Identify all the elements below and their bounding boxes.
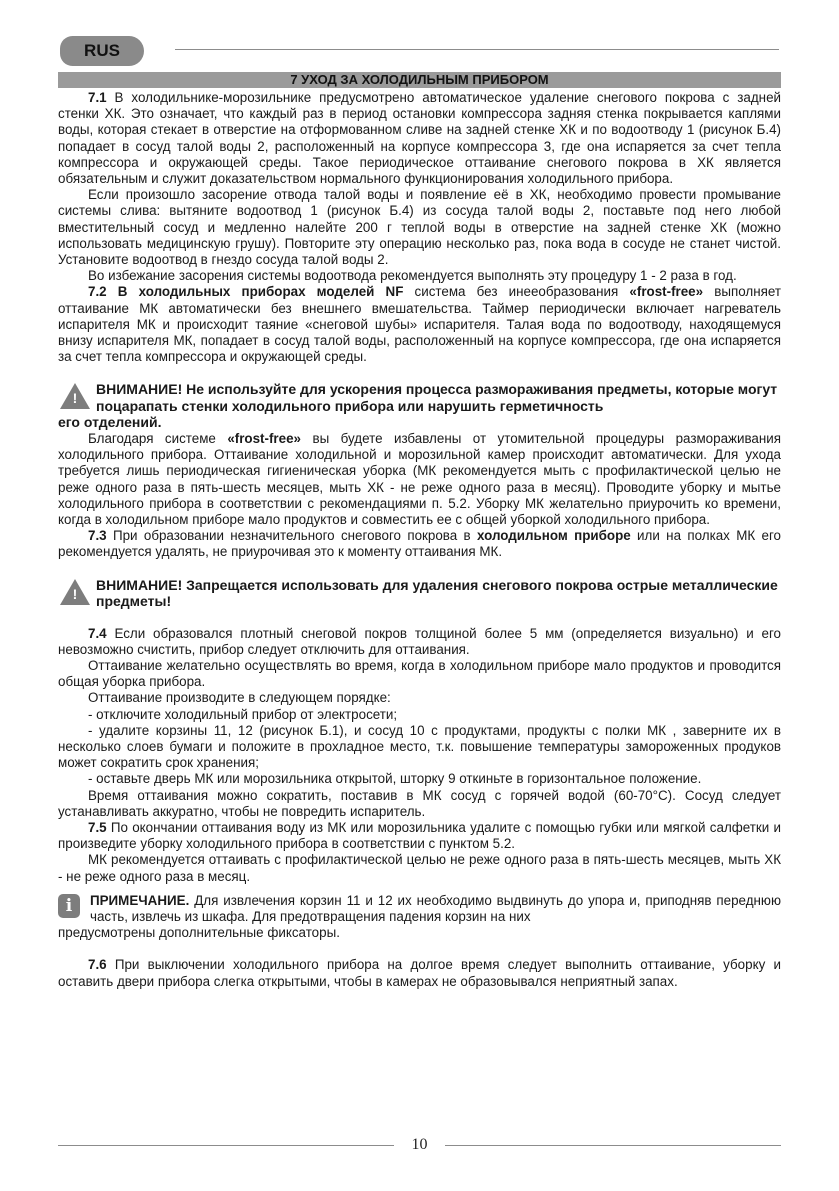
- note-label: ПРИМЕЧАНИЕ.: [90, 892, 190, 908]
- warning-text: ВНИМАНИЕ! Не используйте для ускорения процесса размораживания предметы, которые могут поцарапать стенки холодильного прибора или нарушить герметичность: [96, 381, 778, 414]
- header-rule: [175, 49, 779, 50]
- paragraph-text: Если образовался плотный снеговой покров толщиной более 5 мм (определяется визуально) и его невозможно счистить, прибор следует отключить для оттаивания.: [58, 625, 781, 657]
- footer-rule-right: [445, 1145, 781, 1146]
- paragraph-defrost-time: Время оттаивания можно сократить, поставив в МК сосуд с горячей водой (60-70°С). Сосуд следует устанавливать аккуратно, чтобы не повредить испаритель.: [58, 787, 781, 819]
- clause-number: 7.1: [88, 90, 107, 105]
- exclamation-mark: !: [72, 585, 78, 602]
- clause-lead: 7.2 В холодильных приборах моделей NF: [88, 284, 404, 300]
- warning-text-tail: его отделений.: [58, 414, 162, 431]
- paragraph-7-4: [58, 626, 781, 658]
- clause-number: 7.5: [88, 820, 107, 836]
- list-item-open-door: - оставьте дверь МК или морозильника открытой, шторку 9 откиньте в горизонтальное положение.: [88, 771, 702, 787]
- paragraph-7-5: [58, 820, 781, 852]
- paragraph-text: выполняет оттаивание МК автоматически без внешнего вмешательства. Таймер периодически включает нагреватель испарителя МК и происходит таяние «снеговой шубы» испарителя. Талая вода по водоотводу, находящемуся внизу испарителя МК, попадает в сосуд талой воды, расположенный на корпусе компрессора, где она испаряется за счет тепла компрессора и окружающей среды.: [58, 284, 781, 365]
- bold-term: холодильном приборе: [477, 528, 631, 544]
- paragraph-defrost-timing: Оттаивание желательно осуществлять во время, когда в холодильном приборе мало продуктов и проводится общая уборка прибора.: [58, 657, 781, 690]
- paragraph-7-1: [58, 90, 781, 187]
- paragraph-7-2: [58, 284, 781, 365]
- frost-free-term: «frost-free»: [629, 284, 704, 300]
- paragraph-text: или на полках МК его рекомендуется удалять, не приурочивая это к моменту оттаивания МК.: [58, 528, 782, 560]
- warning-block-1: [58, 381, 781, 431]
- paragraph-text: При образовании незначительного снегового покрова в: [106, 528, 478, 544]
- paragraph-frost-free: [58, 431, 781, 528]
- section-title: 7 УХОД ЗА ХОЛОДИЛЬНЫМ ПРИБОРОМ: [58, 72, 781, 88]
- paragraph-frequency: Во избежание засорения системы водоотвода рекомендуется выполнять эту процедуру 1 - 2 раза в год.: [88, 268, 737, 284]
- paragraph-drain-flush: Если произошло засорение отвода талой воды и появление её в ХК, необходимо провести промывание системы слива: вытяните водоотвод 1 (рисунок Б.4) из сосуда талой воды 2, поставьте под него любой вместительный сосуд и медленно налейте 200 г теплой воды в отверстие на задней стенке ХК (можно использовать медицинскую грушу). Повторите эту операцию несколько раз, пока вода в сосуде не станет чистой. Установите водоотвод в гнездо сосуда талой воды 2.: [58, 187, 781, 268]
- note-block: [58, 893, 781, 942]
- list-item-remove-baskets: - удалите корзины 11, 12 (рисунок Б.1), и сосуд 10 с продуктами, продукты с полки МК , заверните их в несколько слоев бумаги и положите в прохладное место, т.к. повышение температуры замороженных продуков может сократить срок хранения;: [58, 722, 781, 771]
- paragraph-text: вы будете избавлены от утомительной процедуры размораживания холодильного прибора. Оттаивание холодильной и морозильной камер происходит автоматически. Для ухода требуется лишь периодическая гигиеническая уборка (МК рекомендуется мыть с профилактической целью не реже одного раза в пять-шесть месяцев, мыть ХК - не реже одного раза в месяц). Проводите уборку и мытье холодильного прибора в соответствии с рекомендациями п. 5.2. Уборку МК желательно приурочить ко времени, когда в холодильном приборе мало продуктов и совместить ее с общей уборкой холодильного прибора.: [58, 430, 781, 527]
- paragraph-text: По окончании оттаивания воду из МК или морозильника удалите с помощью губки или мягкой салфетки и произведите уборку холодильного прибора в соответствии с пунктом 5.2.: [58, 820, 781, 852]
- clause-number: 7.3: [88, 528, 107, 544]
- paragraph-defrost-frequency: МК рекомендуется оттаивать с профилактической целью не реже одного раза в пять-шесть месяцев, мыть ХК - не реже одного раза в месяц.: [58, 852, 781, 884]
- note-text: Для извлечения корзин 11 и 12 их необходимо выдвинуть до упора и, приподняв переднюю часть, извлечь из шкафа. Для предотвращения падения корзин на них: [90, 892, 781, 925]
- language-badge: RUS: [60, 36, 144, 66]
- list-item-unplug: - отключите холодильный прибор от электросети;: [88, 706, 398, 722]
- clause-number: 7.6: [88, 957, 107, 973]
- paragraph-7-6: [58, 957, 781, 989]
- exclamation-mark: !: [72, 390, 78, 407]
- page-number: 10: [411, 1136, 428, 1153]
- info-icon: i: [58, 894, 80, 918]
- clause-number: 7.4: [88, 625, 107, 641]
- paragraph-text: система без инееобразования: [403, 284, 630, 300]
- paragraph-7-3: [58, 528, 781, 560]
- document-body: [58, 90, 781, 990]
- paragraph-text: В холодильнике-морозильнике предусмотрено автоматическое удаление снегового покрова с задней стенки ХК. Это означает, что каждый раз в период остановки компрессора задняя стенка покрывается каплями воды, которая стекает в отверстие на отформованном сливе на задней стенке ХК и по водоотводу 1 (рисунок Б.4) попадает в сосуд талой воды 2, расположенный на корпусе компрессора 3, где она испаряется за счет тепла компрессора и окружающей среды. Такое периодическое оттаивание снегового покрова в ХК является обязательным и служит доказательством нормального функционирования холодильного прибора.: [58, 90, 781, 187]
- frost-free-term: «frost-free»: [227, 430, 301, 446]
- warning-text: ВНИМАНИЕ! Запрещается использовать для удаления снегового покрова острые металлические предметы!: [96, 576, 778, 610]
- paragraph-text: При выключении холодильного прибора на долгое время следует выполнить оттаивание, уборку и оставить двери прибора слегка открытыми, чтобы в камерах не образовывался неприятный запах.: [58, 957, 781, 989]
- paragraph-text: Благодаря системе: [88, 430, 228, 446]
- note-text-tail: предусмотрены дополнительные фиксаторы.: [58, 925, 340, 941]
- warning-block-2: [58, 577, 781, 610]
- paragraph-defrost-order: Оттаивание производите в следующем порядке:: [88, 690, 391, 706]
- footer-rule-left: [58, 1145, 394, 1146]
